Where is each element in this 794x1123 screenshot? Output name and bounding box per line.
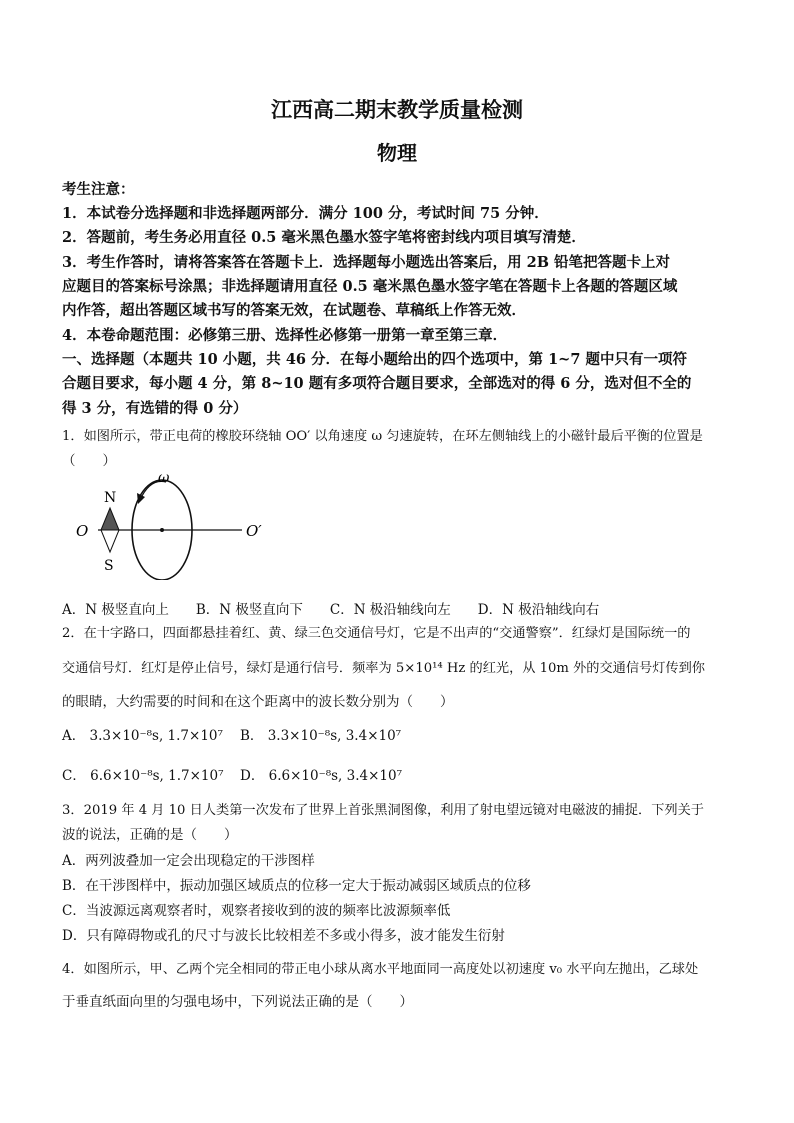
question-1-bracket: （ ） bbox=[62, 453, 116, 469]
question-3-stem: 波的说法，正确的是（ ） bbox=[62, 827, 238, 843]
exam-subject: 物理 bbox=[377, 141, 417, 165]
label-s: S bbox=[104, 558, 114, 574]
notice-item: 应题目的答案标号涂黑；非选择题请用直径 0.5 毫米黑色墨水签字笔在答题卡上各题的答题区域 bbox=[62, 278, 678, 295]
section-instructions: 合题目要求，每小题 4 分，第 8~10 题有多项符合题目要求，全部选对的得 6 分，选对但不全的 bbox=[62, 375, 692, 392]
label-o-prime: O′ bbox=[246, 522, 262, 540]
exam-title: 江西高二期末教学质量检测 bbox=[271, 97, 523, 122]
section-instructions: 得 3 分，有选错的得 0 分） bbox=[62, 400, 248, 417]
label-n: N bbox=[104, 490, 117, 506]
label-omega: ω bbox=[158, 470, 170, 486]
question-2-stem: 2．在十字路口，四面都悬挂着红、黄、绿三色交通信号灯，它是不出声的“交通警察”．红绿灯是国际统一的 bbox=[62, 626, 691, 641]
ring-magnet-figure bbox=[62, 470, 282, 580]
question-2-option-b: B． 3.3×10⁻⁸s, 3.4×10⁷ bbox=[240, 728, 402, 744]
question-3-option-a: A．两列波叠加一定会出现稳定的干涉图样 bbox=[62, 853, 315, 869]
question-2-option-a: A． 3.3×10⁻⁸s, 1.7×10⁷ bbox=[62, 728, 223, 744]
notice-item: 内作答，超出答题区域书写的答案无效，在试题卷、草稿纸上作答无效． bbox=[62, 302, 526, 319]
question-2-option-c: C． 6.6×10⁻⁸s, 1.7×10⁷ bbox=[62, 768, 224, 784]
section-instructions: 一、选择题（本题共 10 小题，共 46 分．在每小题给出的四个选项中，第 1~7 题中只有一项符 bbox=[62, 351, 687, 368]
question-3-option-b: B．在干涉图样中，振动加强区域质点的位移一定大于振动减弱区域质点的位移 bbox=[62, 878, 531, 894]
needle-north bbox=[101, 508, 119, 530]
ring-center bbox=[160, 528, 164, 532]
notice-item: 2．答题前，考生务必用直径 0.5 毫米黑色墨水签字笔将密封线内项目填写清楚． bbox=[62, 229, 586, 246]
question-2-stem: 交通信号灯．红灯是停止信号，绿灯是通行信号．频率为 5×10¹⁴ Hz 的红光，从 10m 外的交通信号灯传到你 bbox=[62, 661, 705, 676]
question-4-stem: 于垂直纸面向里的匀强电场中，下列说法正确的是（ ） bbox=[62, 994, 413, 1010]
needle-south bbox=[101, 530, 119, 552]
question-1-options: A．N 极竖直向上 B．N 极竖直向下 C．N 极沿轴线向左 D．N 极沿轴线向右 bbox=[62, 602, 600, 618]
question-3-stem: 3．2019 年 4 月 10 日人类第一次发布了世界上首张黑洞图像，利用了射电望远镜对电磁波的捕捉．下列关于 bbox=[62, 803, 704, 818]
notice-item: 1．本试卷分选择题和非选择题两部分．满分 100 分，考试时间 75 分钟． bbox=[62, 205, 549, 222]
question-2-stem: 的眼睛，大约需要的时间和在这个距离中的波长数分别为（ ） bbox=[62, 694, 454, 710]
question-1-stem: 1．如图所示，带正电荷的橡胶环绕轴 OO′ 以角速度 ω 匀速旋转，在环左侧轴线上的小磁针最后平衡的位置是 bbox=[62, 429, 703, 444]
question-2-option-d: D． 6.6×10⁻⁸s, 3.4×10⁷ bbox=[240, 768, 402, 784]
label-o: O bbox=[76, 522, 89, 540]
notice-item: 4．本卷命题范围：必修第三册、选择性必修第一册第一章至第三章． bbox=[62, 327, 508, 344]
question-4-stem: 4．如图所示，甲、乙两个完全相同的带正电小球从离水平地面同一高度处以初速度 v₀ 水平向左抛出，乙球处 bbox=[62, 962, 699, 977]
question-3-option-d: D．只有障碍物或孔的尺寸与波长比较相差不多或小得多，波才能发生衍射 bbox=[62, 928, 505, 944]
question-3-option-c: C．当波源远离观察者时，观察者接收到的波的频率比波源频率低 bbox=[62, 903, 451, 919]
notice-heading: 考生注意： bbox=[62, 181, 135, 198]
notice-item: 3．考生作答时，请将答案答在答题卡上．选择题每小题选出答案后，用 2B 铅笔把答题卡上对 bbox=[62, 254, 671, 271]
